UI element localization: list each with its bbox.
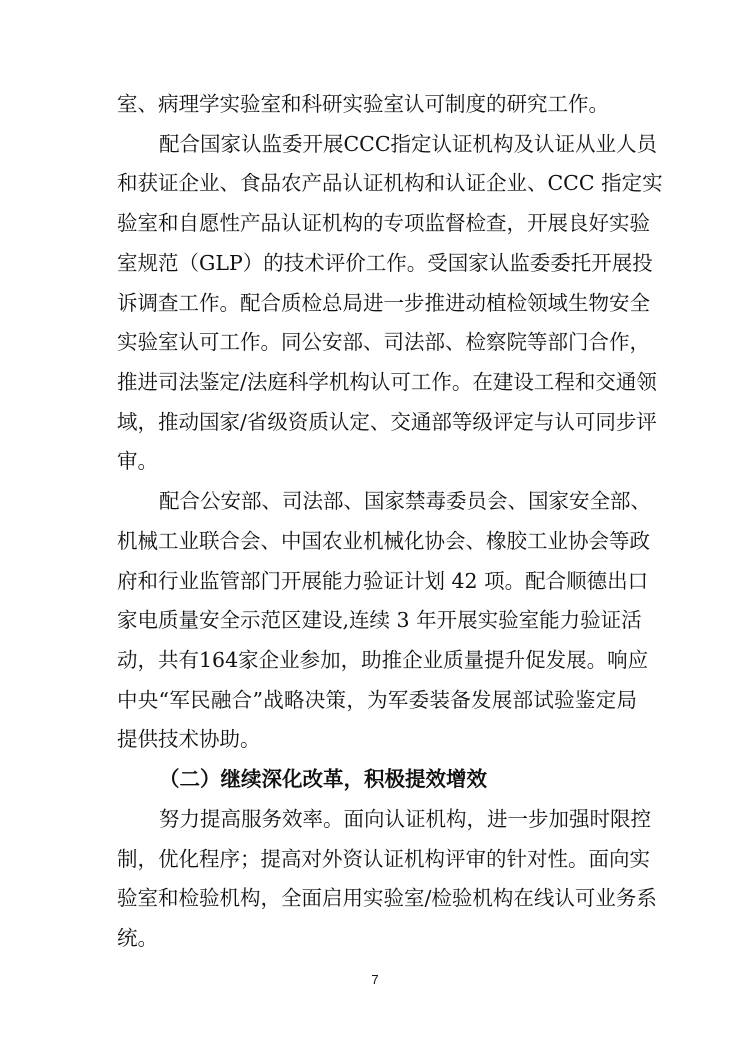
paragraph-line: 提供技术协助。 xyxy=(117,727,261,751)
paragraph-line: 动，共有164家企业参加，助推企业质量提升促发展。响应 xyxy=(117,648,649,672)
paragraph-line: 家电质量安全示范区建设,连续 3 年开展实验室能力验证活 xyxy=(117,608,642,632)
paragraph-line: 机械工业联合会、中国农业机械化协会、橡胶工业协会等政 xyxy=(117,529,650,553)
paragraph-line: 和获证企业、食品农产品认证机构和认证企业、CCC 指定实 xyxy=(117,171,663,195)
paragraph-line: 验室和自愿性产品认证机构的专项监督检查，开展良好实验 xyxy=(117,211,650,235)
paragraph-line: 配合国家认监委开展CCC指定认证机构及认证从业人员 xyxy=(159,132,658,156)
paragraph-line: 审。 xyxy=(117,449,158,473)
page-number: 7 xyxy=(371,972,379,987)
paragraph-line: 统。 xyxy=(117,926,158,950)
paragraph-line: 室规范（GLP）的技术评价工作。受国家认监委委托开展投 xyxy=(117,251,653,275)
paragraph-line: 努力提高服务效率。面向认证机构，进一步加强时限控 xyxy=(159,807,651,831)
paragraph-line: 府和行业监管部门开展能力验证计划 42 项。配合顺德出口 xyxy=(117,569,649,593)
paragraph-line: 验室和检验机构，全面启用实验室/检验机构在线认可业务系 xyxy=(117,886,657,910)
paragraph-line: 配合公安部、司法部、国家禁毒委员会、国家安全部、 xyxy=(159,489,651,513)
section-heading: （二）继续深化改革，积极提效增效 xyxy=(159,767,487,791)
paragraph-line: 域，推动国家/省级资质认定、交通部等级评定与认可同步评 xyxy=(117,410,657,434)
paragraph-line: 中央“军民融合”战略决策，为军委装备发展部试验鉴定局 xyxy=(117,688,637,712)
paragraph-line: 推进司法鉴定/法庭科学机构认可工作。在建设工程和交通领 xyxy=(117,370,657,394)
paragraph-line: 诉调查工作。配合质检总局进一步推进动植检领域生物安全 xyxy=(117,291,650,315)
paragraph-line: 制，优化程序；提高对外资认证机构评审的针对性。面向实 xyxy=(117,847,650,871)
paragraph-line: 室、病理学实验室和科研实验室认可制度的研究工作。 xyxy=(117,92,609,116)
paragraph-line: 实验室认可工作。同公安部、司法部、检察院等部门合作， xyxy=(117,330,650,354)
